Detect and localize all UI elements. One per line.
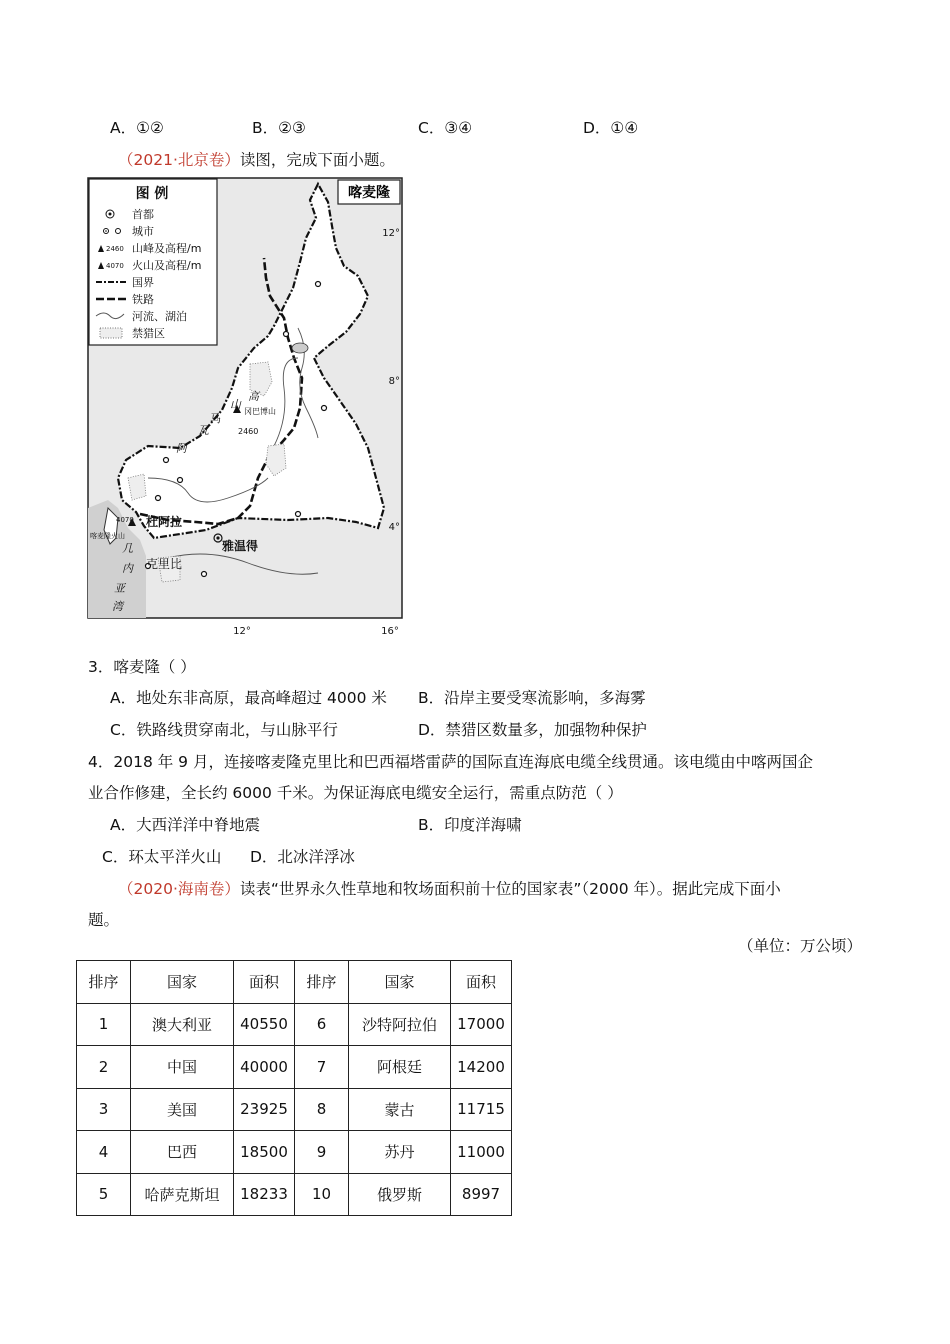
label-gulf3: 亚: [114, 582, 125, 595]
legend-volcano: 火山及高程/m: [132, 259, 202, 272]
prev-option-c: C．③④: [418, 119, 473, 137]
table-cell: 澳大利亚: [131, 1003, 234, 1046]
table-cell: 沙特阿拉伯: [349, 1003, 451, 1046]
legend-city: 城市: [132, 225, 154, 238]
label-mtn-name: 冈巴博山: [244, 407, 276, 416]
header-cell: 国家: [349, 961, 451, 1004]
table-cell: 7: [295, 1046, 349, 1089]
q4-option-a: A．大西洋洋中脊地震: [110, 816, 261, 834]
lat-8: 8°: [388, 376, 400, 387]
q3-option-c: C．铁路线贯穿南北，与山脉平行: [110, 721, 338, 739]
table-cell: 阿根廷: [349, 1046, 451, 1089]
label-gulf4: 湾: [112, 600, 123, 613]
legend-border: 国界: [132, 276, 154, 289]
table-unit: （单位：万公顷）: [738, 937, 863, 955]
table-row: [77, 1131, 512, 1174]
q4-option-d: D．北冰洋浮冰: [250, 848, 355, 866]
q3-option-b: B．沿岸主要受寒流影响，多海雾: [418, 689, 646, 707]
grassland-table: [76, 960, 512, 1216]
label-plateau1: 阿: [176, 442, 187, 455]
q3-option-d: D．禁猎区数量多，加强物种保护: [418, 721, 647, 739]
table-cell: 6: [295, 1003, 349, 1046]
table-header: [77, 961, 512, 1004]
table-cell: 中国: [131, 1046, 234, 1089]
header-cell: 排序: [295, 961, 349, 1004]
table-row: [77, 1003, 512, 1046]
label-plateau3: 瓦: [198, 424, 209, 437]
map-title: 喀麦隆: [348, 185, 390, 201]
table-cell: 9: [295, 1131, 349, 1174]
lon-12: 12°: [233, 626, 251, 637]
table-cell: 40550: [234, 1003, 295, 1046]
table-cell: 4: [77, 1131, 131, 1174]
lake: [292, 343, 308, 353]
legend-river: 河流、湖泊: [132, 310, 187, 323]
table-cell: 蒙古: [349, 1088, 451, 1131]
table-cell: 8: [295, 1088, 349, 1131]
legend-peak: 山峰及高程/m: [132, 242, 202, 255]
table-cell: 俄罗斯: [349, 1173, 451, 1216]
label-plateau2: 马: [210, 412, 221, 425]
section2-intro: [118, 877, 781, 899]
table-cell: 3: [77, 1088, 131, 1131]
q3-stem: 3．喀麦隆（ ）: [88, 658, 196, 676]
label-douala: 杜阿拉: [146, 515, 183, 529]
table-cell: 11000: [451, 1131, 512, 1174]
table-cell: 23925: [234, 1088, 295, 1131]
prev-option-d: D．①④: [583, 119, 639, 137]
label-volc-h: 4070: [116, 516, 134, 524]
prev-option-a: A．①②: [110, 119, 164, 137]
q4-option-b: B．印度洋海啸: [418, 816, 522, 834]
legend-volcano-val: 4070: [106, 262, 124, 270]
legend-peak-val: 2460: [106, 245, 124, 253]
table-cell: 17000: [451, 1003, 512, 1046]
lat-4: 4°: [388, 522, 400, 533]
table-cell: 苏丹: [349, 1131, 451, 1174]
table-cell: 5: [77, 1173, 131, 1216]
q3-option-a: A．地处东非高原，最高峰超过 4000 米: [110, 689, 387, 707]
table-cell: 14200: [451, 1046, 512, 1089]
legend-capital: 首都: [132, 208, 154, 221]
section2-line2: 题。: [88, 911, 120, 929]
header-cell: 排序: [77, 961, 131, 1004]
table-cell: 40000: [234, 1046, 295, 1089]
header-cell: 面积: [451, 961, 512, 1004]
table-row: [77, 1046, 512, 1089]
source-tag: （2021·北京卷）: [118, 151, 240, 169]
label-mtn-h: 2460: [238, 427, 259, 436]
source-tag-2: （2020·海南卷）: [118, 880, 240, 898]
legend-title: 图 例: [135, 186, 169, 202]
table-cell: 巴西: [131, 1131, 234, 1174]
label-volc-name: 喀麦隆火山: [90, 532, 125, 540]
label-kribi: 克里比: [146, 557, 183, 571]
table-cell: 哈萨克斯坦: [131, 1173, 234, 1216]
prev-option-b: B．②③: [252, 119, 306, 137]
table-cell: 美国: [131, 1088, 234, 1131]
table-row: [77, 1173, 512, 1216]
label-yaounde: 雅温得: [222, 539, 259, 553]
q4-stem-line1: 4．2018 年 9 月，连接喀麦隆克里比和巴西福塔雷萨的国际直连海底电缆全线贯通。该电缆由中喀两国企: [88, 753, 813, 771]
label-range1: 高: [248, 390, 259, 403]
lon-16: 16°: [381, 626, 399, 637]
label-gulf2: 内: [122, 562, 133, 575]
table-cell: 18500: [234, 1131, 295, 1174]
lat-12: 12°: [382, 228, 400, 239]
table-cell: 18233: [234, 1173, 295, 1216]
table-cell: 1: [77, 1003, 131, 1046]
header-cell: 面积: [234, 961, 295, 1004]
section1-intro: [118, 148, 395, 170]
q4-stem-line2: 业合作修建，全长约 6000 千米。为保证海底电缆安全运行，需重点防范（ ）: [88, 784, 623, 802]
legend-reserve: 禁猎区: [132, 327, 165, 340]
section2-line1: 读表“世界永久性草地和牧场面积前十位的国家表”（2000 年）。据此完成下面小: [239, 880, 781, 898]
table-cell: 10: [295, 1173, 349, 1216]
section1-text: 读图，完成下面小题。: [239, 151, 395, 169]
label-range2: 山: [230, 398, 241, 411]
label-gulf1: 几: [122, 542, 133, 555]
legend-rail: 铁路: [132, 293, 154, 306]
cameroon-map: [88, 178, 402, 637]
header-cell: 国家: [131, 961, 234, 1004]
table-cell: 8997: [451, 1173, 512, 1216]
table-row: [77, 1088, 512, 1131]
table-cell: 2: [77, 1046, 131, 1089]
table-cell: 11715: [451, 1088, 512, 1131]
q4-option-c: C．环太平洋火山: [102, 848, 222, 866]
